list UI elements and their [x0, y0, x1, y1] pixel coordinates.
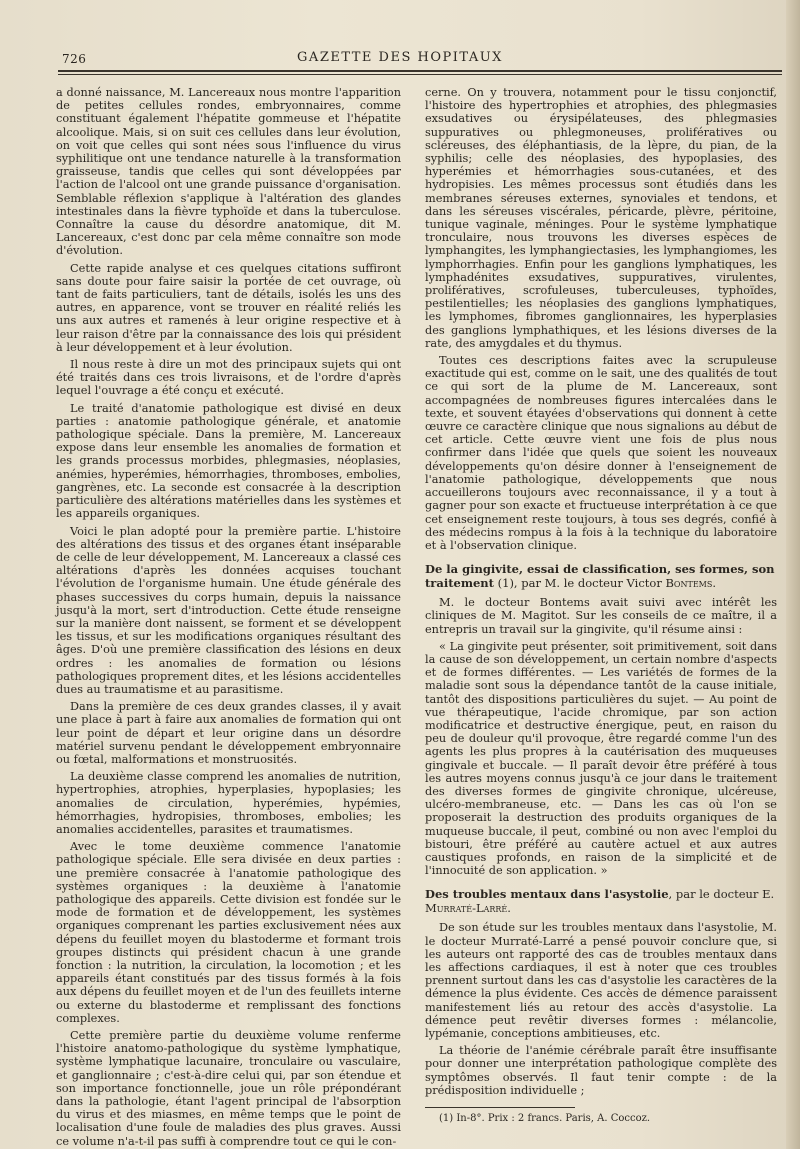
article-byline: (1), par M. le docteur Victor	[493, 576, 666, 591]
paragraph: « La gingivite peut présenter, soit primitivement, soit dans la cause de son développement, un certain nombre d'aspects et de formes différentes. — Les variétés de formes de la maladie sont sous la dépendance tantôt de la cause initiale, tantôt des dispositions particulières du sujet. — Au point de vue thérapeutique, l'acide chromique, par son action modificatrice et destructive énergique, peut, en raison du peu de douleur qu'il provoque, être regardé comme l'un des agents les plus propres à la cautérisation des muqueuses gingivale et buccale. — Il paraît devoir être préféré à tous les autres moyens connus jusqu'à ce jour dans le traitement des diverses formes de gingivite chronique, ulcéreuse, ulcéro-membraneuse, etc. — Dans les cas où l'on se proposerait la destruction des produits organiques de la muqueuse buccale, il peut, combiné ou non avec l'emploi du bistouri, être préféré au cautère actuel et aux autres caustiques profonds, en raison de la simplicité et de l'innocuité de son application. »	[425, 639, 777, 878]
article-author: E. Murraté-Larré.	[425, 887, 775, 916]
paragraph: Avec le tome deuxième commence l'anatomie pathologique spéciale. Elle sera divisée en deux parties : une première consacrée à l'anatomie pathologique des systèmes organiques : la deuxième à l'anatomie pathologique des appareils. Cette division est fondée sur le mode de formation et de développement, les systèmes organiques comprenant les parties exclusivement nées aux dépens du feuillet moyen du blastoderme et formant trois groupes distincts qui président chacun à une grande fonction : la nutrition, la circulation, la locomotion ; et les appareils étant constitués par des tissus formés à la fois aux dépens du feuillet moyen et de l'un des feuillets interne ou externe du blastoderme et remplissant des fonctions complexes.	[56, 840, 401, 1025]
masthead-title: GAZETTE DES HOPITAUX	[297, 50, 503, 65]
right-column	[425, 86, 777, 1125]
paragraph: Voici le plan adopté pour la première partie. L'histoire des altérations des tissus et des organes étant inséparable de celle de leur développement, M. Lancereaux a classé ces altérations d'après les données acquises touchant l'évolution de l'organisme humain. Une étude générale des phases successives du corps humain, depuis la naissance jusqu'à la mort, sert d'introduction. Cette étude renseigne sur la manière dont naissent, se forment et se développent les tissus, et sur les modifications organiques résultant des âges. D'où une première classification des lésions en deux ordres : les anomalies de formation ou lésions pathologiques proprement dites, et les lésions accidentelles dues au traumatisme et au parasitisme.	[56, 524, 401, 696]
footnote-rule	[425, 1107, 575, 1108]
article-byline: , par le docteur	[668, 887, 763, 902]
article-author: Bontems.	[665, 576, 716, 591]
header-rule-thin	[58, 74, 782, 75]
article-heading-gingivite	[425, 562, 777, 590]
paragraph: Dans la première de ces deux grandes classes, il y avait une place à part à faire aux anomalies de formation qui ont leur point de départ et leur origine dans un désordre matériel survenu pendant le développement embryonnaire ou fœtal, malformations et monstruosités.	[56, 700, 401, 766]
article-heading-asystolie	[425, 887, 777, 915]
header-rule-thick	[58, 70, 782, 72]
paragraph: M. le docteur Bontems avait suivi avec intérêt les cliniques de M. Magitot. Sur les conseils de ce maître, il a entrepris un travail sur la gingivite, qu'il résume ainsi :	[425, 596, 777, 636]
footnote: (1) In-8°. Prix : 2 francs. Paris, A. Coccoz.	[439, 1113, 651, 1125]
article-title: De la gingivite, essai de classification, ses formes, son traitement	[425, 562, 775, 591]
page-number: 726	[62, 52, 87, 66]
paragraph: Il nous reste à dire un mot des principaux sujets qui ont été traités dans ces trois livraisons, et de l'ordre d'après lequel l'ouvrage a été conçu et exécuté.	[56, 358, 401, 398]
page-edge	[786, 0, 800, 1149]
left-column	[56, 86, 401, 1149]
paragraph: cerne. On y trouvera, notamment pour le tissu conjonctif, l'histoire des hypertrophies et atrophies, des phlegmasies exsudatives ou érysipélateuses, des phlegmasies suppuratives ou phlegmoneuses, prolifératives ou scléreuses, des éléphantiasis, de la lèpre, du pian, de la syphilis; celle des néoplasies, des hypoplasies, des hyperémies et hémorrhagies sous-cutanées, et des hydropisies. Les mêmes processus sont étudiés dans les membranes séreuses externes, synoviales et tendons, et dans les séreuses viscérales, péricarde, plèvre, péritoine, tunique vaginale, méninges. Pour le système lymphatique tronculaire, nous trouvons les diverses espèces de lymphangites, les lymphangiectasies, les lymphangiomes, les lymphorrhagies. Enfin pour les ganglions lymphatiques, les lymphadénites exsudatives, suppuratives, virulentes, prolifératives, scrofuleuses, tuberculeuses, typhoïdes, pestilentielles; les néoplasies des ganglions lymphatiques, les lymphomes, fibromes ganglionnaires, les hyperplasies des ganglions lymphathiques, et les lésions diverses de la rate, des amygdales et du thymus.	[425, 86, 777, 350]
paragraph: Toutes ces descriptions faites avec la scrupuleuse exactitude qui est, comme on le sait, une des qualités de tout ce qui sort de la plume de M. Lancereaux, sont accompagnées de nombreuses figures intercalées dans le texte, et souvent étayées d'observations qui donnent à cette œuvre ce caractère clinique que nous signalions au début de cet article. Cette œuvre vient une fois de plus nous confirmer dans l'idée que quels que soient les nouveaux développements qu'on désire donner à l'enseignement de l'anatomie pathologique, développements que nous accueillerons toujours avec reconnaissance, il y a tout à gagner pour son exacte et fructueuse interprétation à ce que cet enseignement reste toujours, à tous ses degrés, confié à des médecins rompus à la fois à la technique du laboratoire et à l'observation clinique.	[425, 354, 777, 552]
paragraph: La théorie de l'anémie cérébrale paraît être insuffisante pour donner une interprétation pathologique complète des symptômes observés. Il faut tenir compte : de la prédisposition individuelle ;	[425, 1044, 777, 1097]
paragraph: Le traité d'anatomie pathologique est divisé en deux parties : anatomie pathologique générale, et anatomie pathologique spéciale. Dans la première, M. Lancereaux expose dans leur ensemble les anomalies de formation et les grands processus morbides, phlegmasies, néoplasies, anémies, hyperémies, hémorrhagies, thromboses, embolies, gangrènes, etc. La seconde est consacrée à la description particulière des altérations matérielles dans les systèmes et les appareils organiques.	[56, 401, 401, 521]
paragraph: Cette rapide analyse et ces quelques citations suffiront sans doute pour faire saisir la portée de cet ouvrage, où tant de faits particuliers, tant de détails, isolés les uns des autres, en apparence, vont se trouver en réalité reliés les uns aux autres et ramenés à leur origine respective et à leur raison d'être par la connaissance des lois qui président à leur développement et à leur évolution.	[56, 261, 401, 354]
paragraph: De son étude sur les troubles mentaux dans l'asystolie, M. le docteur Murraté-Larré a pensé pouvoir conclure que, si les auteurs ont rapporté des cas de troubles mentaux dans les affections cardiaques, il est à noter que ces troubles prennent surtout dans les cas d'asystolie les caractères de la démence la plus évidente. Ces accès de démence paraissent manifestement liés au retour des accès d'asystolie. La démence peut revêtir diverses formes : mélancolie, lypémanie, conceptions ambitieuses, etc.	[425, 921, 777, 1040]
paragraph: Cette première partie du deuxième volume renferme l'histoire anatomo-pathologique du système lymphatique, système lymphatique lacunaire, tronculaire ou vasculaire, et ganglionnaire ; c'est-à-dire celui qui, par son étendue et son importance fonctionnelle, joue un rôle prépondérant dans la pathologie, étant l'agent principal de l'absorption du virus et des miasmes, en même temps que le point de localisation d'une foule de maladies des plus graves. Aussi ce volume n'a-t-il pas suffi à comprendre tout ce qui le con-	[56, 1029, 401, 1148]
paragraph: a donné naissance, M. Lancereaux nous montre l'apparition de petites cellules rondes, embryonnaires, comme constituant également l'hépatite gommeuse et l'hépatite alcoolique. Mais, si on suit ces cellules dans leur évolution, on voit que celles qui sont nées sous l'influence du virus syphilitique ont une tendance naturelle à la transformation graisseuse, tandis que celles qui sont développées par l'action de l'alcool ont une grande puissance d'organisation. Semblable réflexion s'applique à l'altération des glandes intestinales dans la fièvre typhoïde et dans la tuberculose. Connaître la cause du désordre anatomique, dit M. Lancereaux, c'est donc par cela même connaître son mode d'évolution.	[56, 86, 401, 258]
article-title: Des troubles mentaux dans l'asystolie	[425, 887, 669, 902]
paragraph: La deuxième classe comprend les anomalies de nutrition, hypertrophies, atrophies, hyperplasies, hypoplasies; les anomalies de circulation, hyperémies, hypémies, hémorrhagies, hydropisies, thromboses, embolies; les anomalies accidentelles, parasites et traumatismes.	[56, 770, 401, 836]
